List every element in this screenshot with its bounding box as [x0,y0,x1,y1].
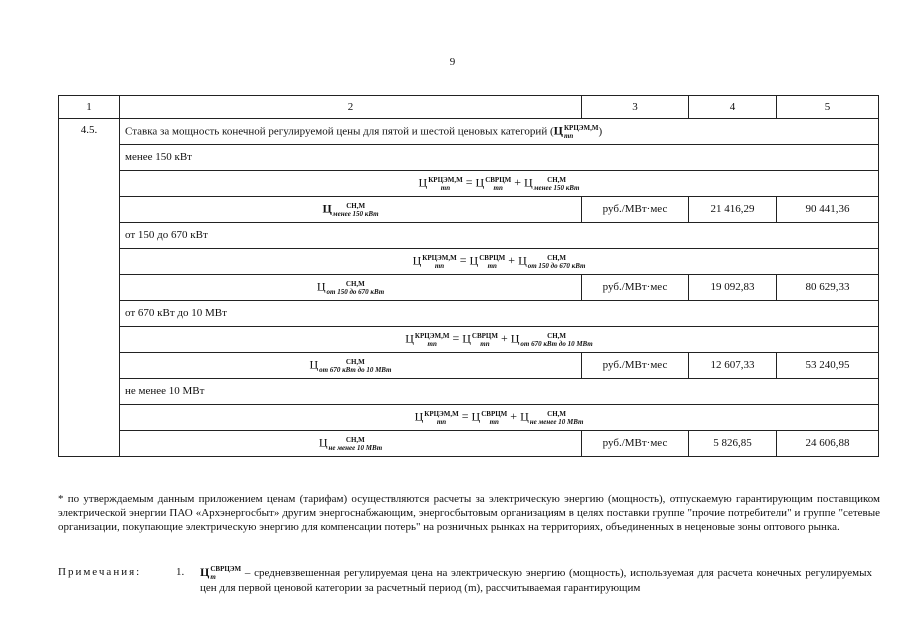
price-symbol: Ц СН,М от 670 кВт до 10 МВт [309,357,392,374]
category-label-row [59,301,879,327]
price-symbol: Ц КРЦЭМ,М тп [405,331,450,348]
rates-table [58,95,879,457]
value-col-5: 24 606,88 [777,431,879,457]
price-symbol: Ц СН,М не менее 10 МВт [520,409,584,426]
value-col-5: 80 629,33 [777,275,879,301]
unit-cell: руб./МВт·мес [582,431,689,457]
price-symbol: Ц СН,М от 670 кВт до 10 МВт [510,331,593,348]
value-row [59,431,879,457]
value-col-5: 53 240,95 [777,353,879,379]
page-number: 9 [449,56,456,68]
price-symbol: Ц СН,М менее 150 кВт [524,175,580,192]
table-header-row [59,96,879,119]
category-label-row [59,379,879,405]
value-col-4: 12 607,33 [689,353,777,379]
price-symbol: Ц СВРЦМ тп [469,253,506,270]
value-col-4: 21 416,29 [689,197,777,223]
note-text: Ц СВРЦЭМ m – средневзвешенная регулируемая цена на электрическую энергию (мощность), используемая для расчета конечных регулируемых цен для первой ценовой категории за расчетный период (m), рассчитываемая гарантирующим [200,565,872,595]
header-col-2: 2 [120,96,582,119]
value-col-5: 90 441,36 [777,197,879,223]
title-symbol: Ц КРЦЭМ,М тп [553,123,599,140]
value-row [59,197,879,223]
formula-row [59,405,879,431]
formula: Ц КРЦЭМ,М тп = Ц СВРЦМ тп + Ц СН,М от 670 кВт до 10 МВт [120,327,879,353]
notes-section [58,565,880,596]
price-symbol: Ц СВРЦМ тп [471,409,508,426]
formula: Ц КРЦЭМ,М тп = Ц СВРЦМ тп + Ц СН,М от 150 до 670 кВт [120,249,879,275]
value-col-4: 19 092,83 [689,275,777,301]
category-label: от 150 до 670 кВт [120,223,879,249]
header-col-4: 4 [689,96,777,119]
unit-cell: руб./МВт·мес [582,197,689,223]
formula: Ц КРЦЭМ,М тп = Ц СВРЦМ тп + Ц СН,М не менее 10 МВт [120,405,879,431]
price-symbol: Ц СВРЦМ тп [475,175,512,192]
component-symbol [120,431,582,457]
note-number: 1. [176,566,185,578]
category-label-row [59,145,879,171]
price-symbol: Ц КРЦЭМ,М тп [418,175,463,192]
component-symbol [120,353,582,379]
formula: Ц КРЦЭМ,М тп = Ц СВРЦМ тп + Ц СН,М менее 150 кВт [120,171,879,197]
category-label: менее 150 кВт [120,145,879,171]
category-label: от 670 кВт до 10 МВт [120,301,879,327]
section-title: Ставка за мощность конечной регулируемой цены для пятой и шестой ценовых категорий (Ц КРЦЭМ,М тп ) [120,119,879,145]
price-symbol: Ц СН,М менее 150 кВт [322,201,379,218]
header-col-1: 1 [59,96,120,119]
value-row [59,353,879,379]
component-symbol [120,197,582,223]
header-col-5: 5 [777,96,879,119]
category-label: не менее 10 МВт [120,379,879,405]
price-symbol: Ц СН,М от 150 до 670 кВт [316,279,385,296]
price-symbol: Ц СН,М от 150 до 670 кВт [518,253,586,270]
value-col-4: 5 826,85 [689,431,777,457]
unit-cell: руб./МВт·мес [582,353,689,379]
formula-row [59,171,879,197]
price-symbol: Ц КРЦЭМ,М тп [412,253,457,270]
formula-row [59,249,879,275]
title-row [59,119,879,145]
footnote: * по утверждаемым данным приложением ценам (тарифам) осуществляются расчеты за электрическую энергию (мощность), отпускаемую гарантирующим поставщиком электрической энергии ПАО «Архэнергосбыт» другим энергоснабжающим, энергосбытовым организациям в целях поставки группе "прочие потребители" и группе "сетевые организации, покупающие электрическую энергию для компенсации потерь" на розничных рынках на территориях, объединенных в неценовые зоны оптового рынка. [58,493,880,533]
price-symbol: Ц СВРЦМ тп [462,331,498,348]
component-symbol [120,275,582,301]
formula-row [59,327,879,353]
notes-label: Примечания: [58,566,142,578]
note-symbol: Ц СВРЦЭМ m [200,565,242,582]
unit-cell: руб./МВт·мес [582,275,689,301]
row-number: 4.5. [59,119,120,457]
header-col-3: 3 [582,96,689,119]
section-title-text: Ставка за мощность конечной регулируемой цены для пятой и шестой ценовых категорий ( [125,125,554,138]
price-symbol: Ц КРЦЭМ,М тп [414,409,459,426]
category-label-row [59,223,879,249]
price-symbol: Ц СН,М не менее 10 МВт [318,435,383,452]
value-row [59,275,879,301]
